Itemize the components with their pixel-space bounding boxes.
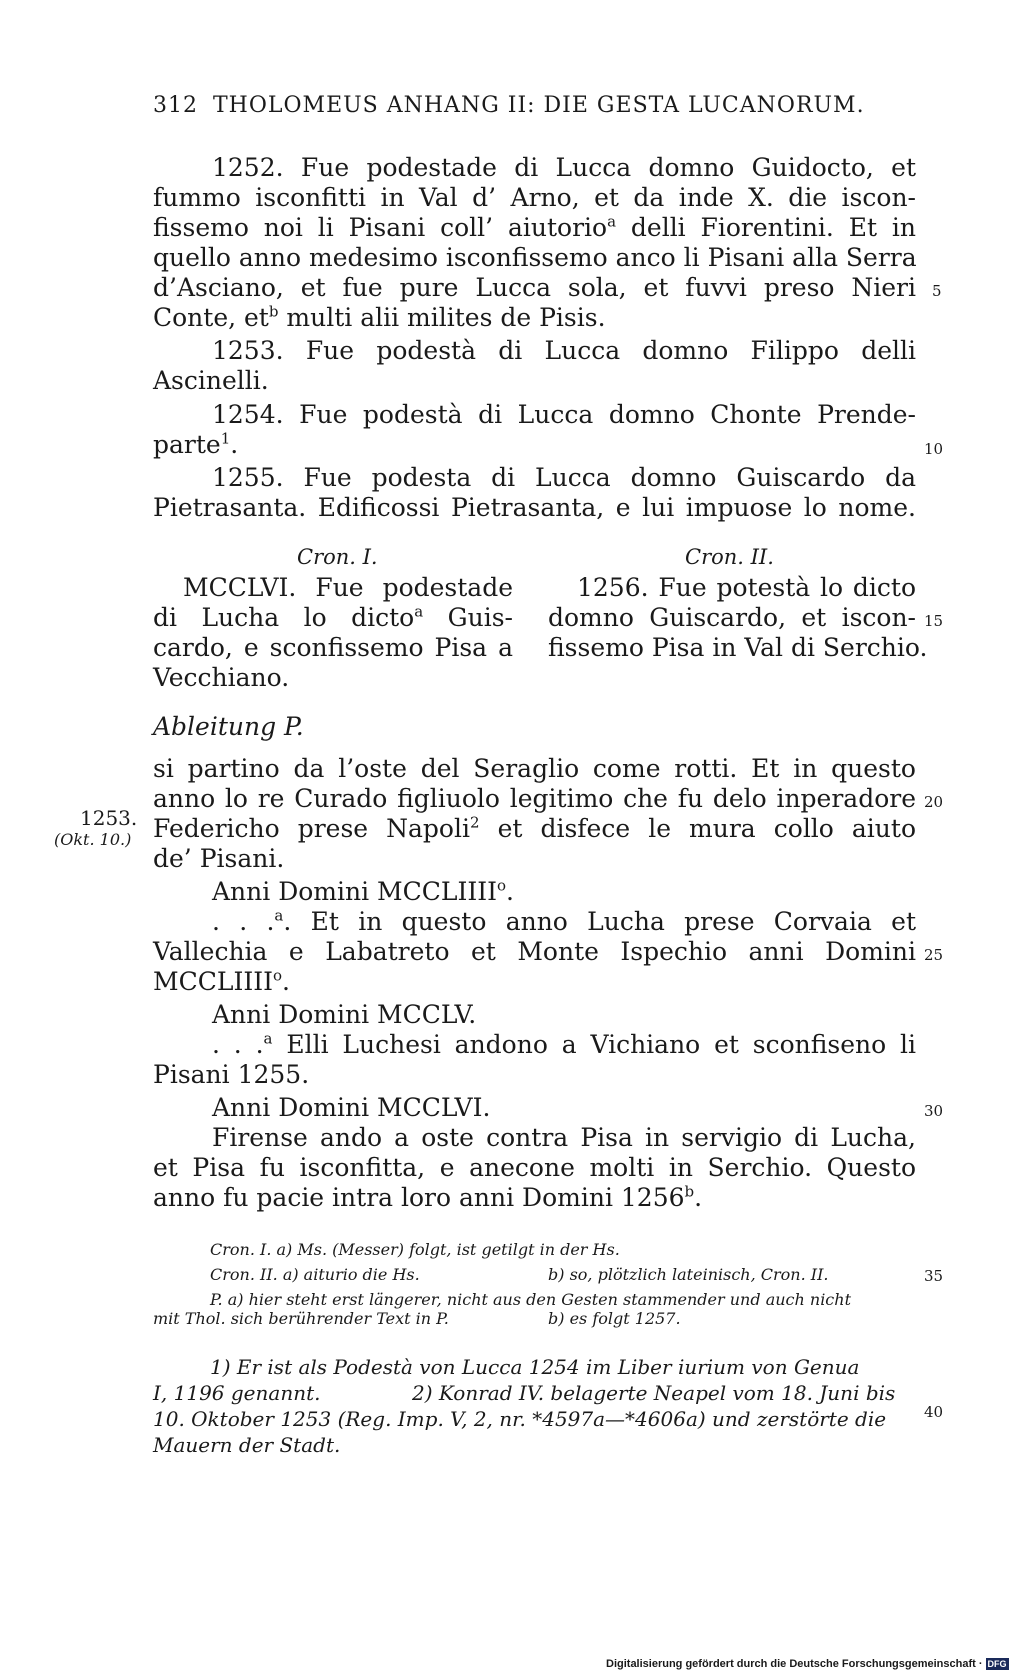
ableitung-line11: Pisani 1255. xyxy=(153,1060,310,1089)
ableitung-line9: Anni Domini MCCLV. xyxy=(212,1000,477,1029)
running-title: THOLOMEUS ANHANG II: DIE GESTA LUCANORUM. xyxy=(213,93,865,118)
ableitung-line14: et Pisa fu isconfitta, e anecone molti in Serchio. Questo xyxy=(153,1153,916,1182)
apparatus-line: b) so, plötzlich lateinisch, Cron. II. xyxy=(548,1265,829,1284)
line-number: 20 xyxy=(924,793,944,811)
ableitung-line2: anno lo re Curado figliuolo legitimo che fu delo inperadore xyxy=(153,784,916,813)
apparatus-line: mit Thol. sich berührender Text in P. xyxy=(153,1309,449,1328)
line-number: 10 xyxy=(924,440,944,458)
ableitung-line13: Firense ando a oste contra Pisa in servigio di Lucha, xyxy=(212,1123,916,1152)
apparatus-line: P. a) hier steht erst längerer, nicht aus den Gesten stammender und auch nicht xyxy=(210,1290,851,1309)
entry-1254-line1: 1254. Fue podestà di Lucca domno Chonte Prende- xyxy=(212,400,916,429)
ableitung-line8: MCCLIIII$^o$. xyxy=(153,966,290,996)
ableitung-heading: Ableitung P. xyxy=(153,712,304,741)
cron-right-line2: domno Guiscardo, et iscon- xyxy=(548,603,916,632)
cron-left-line1: MCCLVI. Fue podestade xyxy=(183,573,513,602)
cron-left-line3: cardo, e sconfissemo Pisa a xyxy=(153,633,513,662)
cron-left-heading: Cron. I. xyxy=(297,545,378,569)
entry-1253-line1: 1253. Fue podestà di Lucca domno Filippo delli xyxy=(212,336,916,365)
entry-1255-line2: Pietrasanta. Edificossi Pietrasanta, e lui impuose lo nome. xyxy=(153,493,916,522)
line-number: 5 xyxy=(932,282,942,300)
line-number: 25 xyxy=(924,946,944,964)
line-number: 35 xyxy=(924,1267,944,1285)
cron-left-line4: Vecchiano. xyxy=(153,663,290,692)
entry-1255-line1: 1255. Fue podesta di Lucca domno Guiscardo da xyxy=(212,463,916,492)
margin-date-sub: (Okt. 10.) xyxy=(54,830,132,849)
line-number: 15 xyxy=(924,612,944,630)
ableitung-line15: anno fu pacie intra loro anni Domini 1256$^b$. xyxy=(153,1182,703,1212)
credit-text: Digitalisierung gefördert durch die Deutsche Forschungsgemeinschaft · xyxy=(606,1658,983,1670)
ableitung-line5: Anni Domini MCCLIIII$^o$. xyxy=(212,876,514,906)
dfg-logo: DFG xyxy=(987,1659,1007,1669)
entry-1252-line3: fissemo noi li Pisani coll’ aiutorio$^a$ delli Fiorentini. Et in xyxy=(153,212,916,242)
footnote-line: Mauern der Stadt. xyxy=(153,1433,341,1457)
line-number: 30 xyxy=(924,1102,944,1120)
entry-1252-line2: fummo isconfitti in Val d’ Arno, et da inde X. die iscon- xyxy=(153,183,916,212)
ableitung-line10: . . .$^a$ Elli Luchesi andono a Vichiano et sconfiseno li xyxy=(212,1029,917,1059)
line-number: 40 xyxy=(924,1403,944,1421)
page-number: 312 xyxy=(153,93,198,118)
cron-right-line1: 1256. Fue potestà lo dicto xyxy=(577,573,916,602)
entry-1252-line1: 1252. Fue podestade di Lucca domno Guidocto, et xyxy=(212,153,916,182)
footnote-line: 1) Er ist als Podestà von Lucca 1254 im Liber iurium von Genua xyxy=(210,1355,860,1379)
cron-right-heading: Cron. II. xyxy=(685,545,774,569)
entry-1252-line6: Conte, $et^b$ multi alii milites de Pisis. xyxy=(153,302,606,332)
entry-1254-line2: parte$^1$. xyxy=(153,429,239,459)
ableitung-line1: si partino da l’oste del Seraglio come rotti. Et in questo xyxy=(153,754,916,783)
ableitung-line4: de’ Pisani. xyxy=(153,844,285,873)
entry-1252-line5: d’Asciano, et fue pure Lucca sola, et fuvvi preso Nieri xyxy=(153,273,916,302)
ableitung-line7: Vallechia e Labatreto et Monte Ispechio anni Domini xyxy=(153,937,916,966)
apparatus-line: Cron. II. a) aiturio die Hs. xyxy=(210,1265,420,1284)
digitization-credit xyxy=(606,1658,1009,1670)
cron-left-line2: di Lucha lo dicto$^a$ Guis- xyxy=(153,602,513,632)
apparatus-line: Cron. I. a) Ms. (Messer) folgt, ist getilgt in der Hs. xyxy=(210,1240,620,1259)
entry-1253-line2: Ascinelli. xyxy=(153,366,269,395)
cron-right-line3: fissemo Pisa in Val di Serchio. xyxy=(548,633,928,662)
margin-date: 1253. xyxy=(80,806,138,830)
ableitung-line3: Federicho prese Napoli$^2$ et disfece le mura collo aiuto xyxy=(153,813,917,843)
entry-1252-line4: quello anno medesimo isconfissemo anco li Pisani alla Serra xyxy=(153,243,917,272)
apparatus-line: b) es folgt 1257. xyxy=(548,1309,681,1328)
ableitung-line12: Anni Domini MCCLVI. xyxy=(212,1093,491,1122)
footnote-line: I, 1196 genannt. xyxy=(153,1381,321,1405)
footnote-line: 2) Konrad IV. belagerte Neapel vom 18. Juni bis xyxy=(412,1381,896,1405)
ableitung-line6: . . .$^a$. Et in questo anno Lucha prese Corvaia et xyxy=(212,906,916,936)
footnote-line: 10. Oktober 1253 (Reg. Imp. V, 2, nr. *4597a—*4606a) und zerstörte die xyxy=(153,1407,887,1431)
